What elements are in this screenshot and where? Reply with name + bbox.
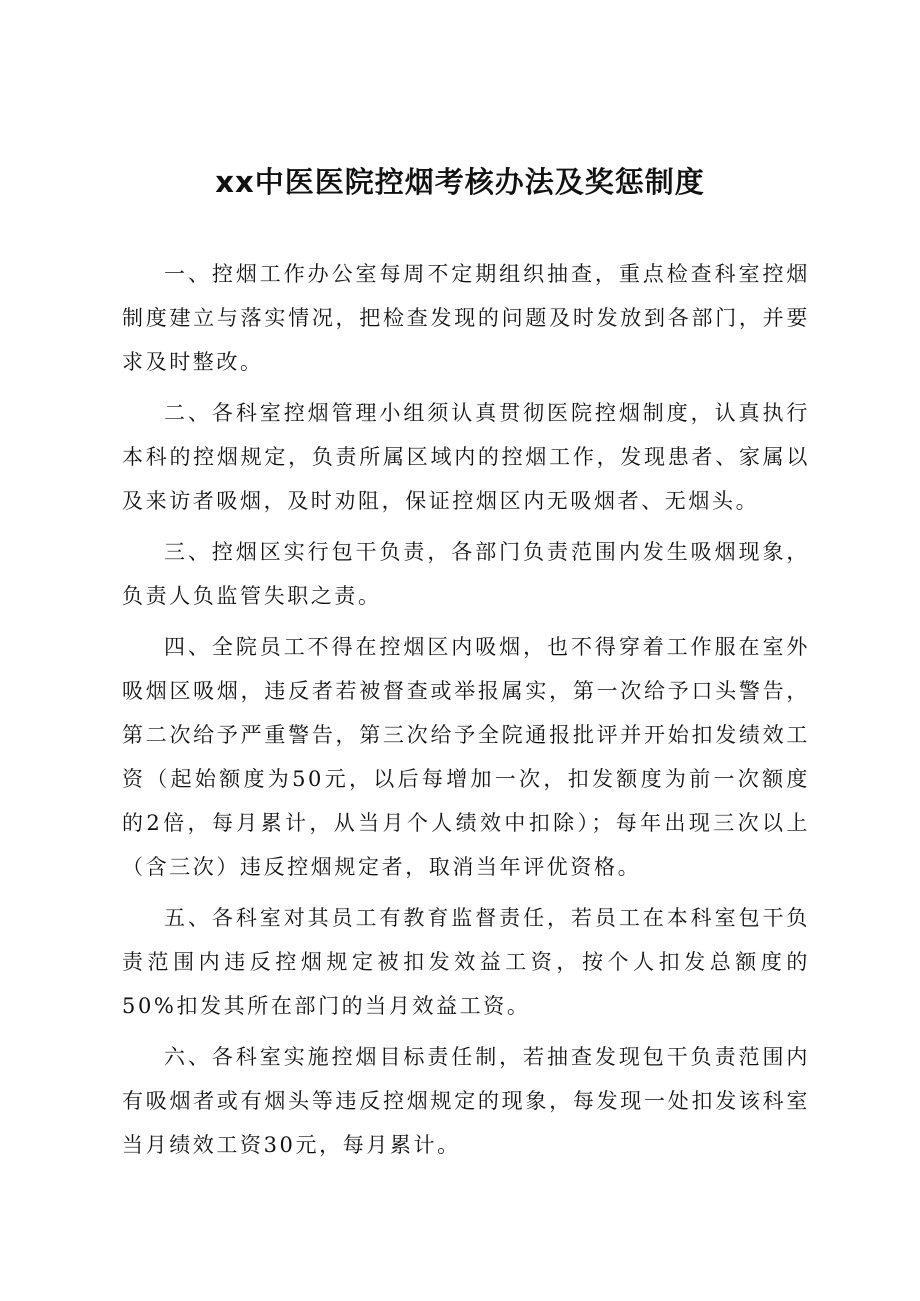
paragraph-6: 六、各科室实施控烟目标责任制，若抽查发现包干负责范围内有吸烟者或有烟头等违反控烟规定的现象，每发现一处扣发该科室当月绩效工资30元，每月累计。 (122, 1045, 810, 1157)
paragraph-4: 四、全院员工不得在控烟区内吸烟，也不得穿着工作服在室外吸烟区吸烟，违反者若被督查或举报属实，第一次给予口头警告，第二次给予严重警告，第三次给予全院通报批评并开始扣发绩效工资（起始额度为50元，以后每增加一次，扣发额度为前一次额度的2倍，每月累计，从当月个人绩效中扣除）；每年出现三次以上（含三次）违反控烟规定者，取消当年评优资格。 (122, 635, 810, 879)
document-title: xx中医医院控烟考核办法及奖惩制度 (215, 165, 705, 199)
paragraph-3: 三、控烟区实行包干负责，各部门负责范围内发生吸烟现象，负责人负监管失职之责。 (122, 540, 810, 608)
paragraph-2: 二、各科室控烟管理小组须认真贯彻医院控烟制度，认真执行本科的控烟规定，负责所属区域内的控烟工作，发现患者、家属以及来访者吸烟，及时劝阻，保证控烟区内无吸烟者、无烟头。 (122, 401, 810, 513)
paragraph-5: 五、各科室对其员工有教育监督责任，若员工在本科室包干负责范围内违反控烟规定被扣发效益工资，按个人扣发总额度的50%扣发其所在部门的当月效益工资。 (122, 906, 810, 1018)
paragraph-1: 一、控烟工作办公室每周不定期组织抽查，重点检查科室控烟制度建立与落实情况，把检查发现的问题及时发放到各部门，并要求及时整改。 (122, 262, 810, 374)
document-body (122, 252, 810, 1174)
